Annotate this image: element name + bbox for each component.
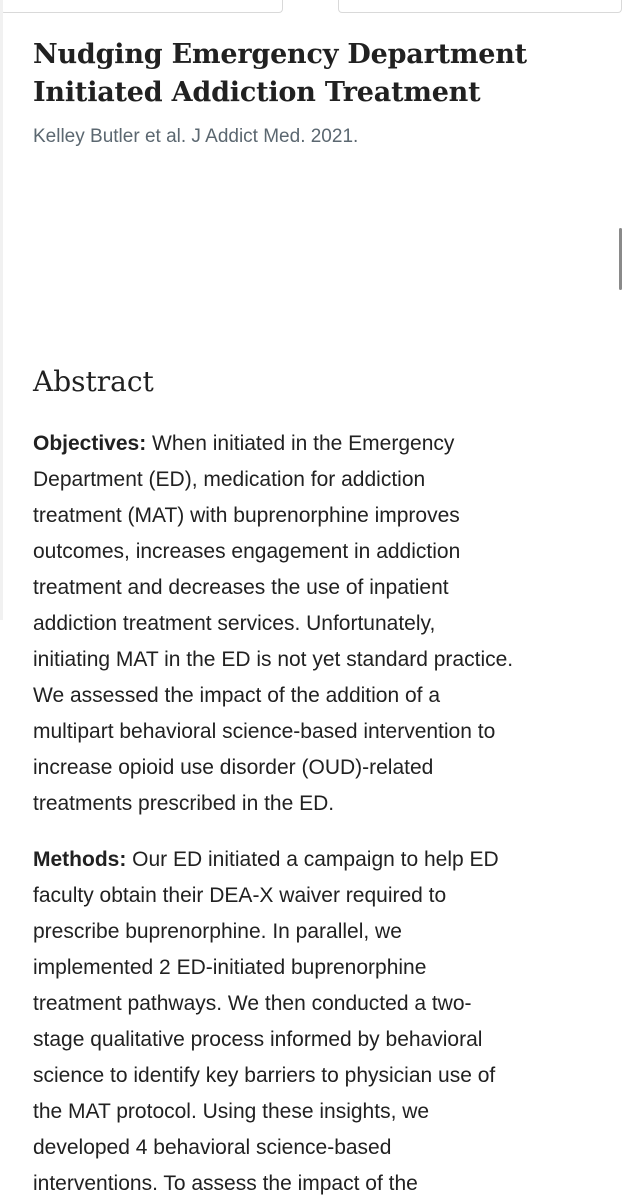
- article-citation: Kelley Butler et al. J Addict Med. 2021.: [33, 126, 359, 147]
- methods-label: Methods:: [33, 848, 127, 871]
- methods-line: implemented 2 ED-initiated buprenorphine: [33, 956, 427, 979]
- abstract-objectives: [33, 426, 599, 822]
- methods-line: [33, 842, 599, 878]
- page-left-edge: [0, 0, 3, 620]
- article-title-line: Initiated Addiction Treatment: [33, 77, 481, 108]
- objectives-line: addiction treatment services. Unfortunately,: [33, 612, 436, 635]
- objectives-line: treatment (MAT) with buprenorphine improves: [33, 504, 460, 527]
- methods-line: interventions. To assess the impact of the: [33, 1172, 418, 1195]
- objectives-text: When initiated in the Emergency: [146, 432, 455, 455]
- abstract-heading: Abstract: [33, 365, 154, 398]
- objectives-line: We assessed the impact of the addition of a: [33, 684, 441, 707]
- article-content: [33, 36, 599, 1195]
- browser-top-edge: [0, 0, 624, 14]
- methods-text: Our ED initiated a campaign to help ED: [126, 848, 499, 871]
- methods-line: the MAT protocol. Using these insights, we: [33, 1100, 430, 1123]
- objectives-line: outcomes, increases engagement in addiction: [33, 540, 461, 563]
- objectives-line: increase opioid use disorder (OUD)-related: [33, 756, 434, 779]
- objectives-line: multipart behavioral science-based intervention to: [33, 720, 496, 743]
- methods-line: treatment pathways. We then conducted a two-: [33, 992, 472, 1015]
- methods-line: prescribe buprenorphine. In parallel, we: [33, 920, 402, 943]
- tab-edge-left: [0, 0, 283, 13]
- objectives-label: Objectives:: [33, 432, 147, 455]
- objectives-line: initiating MAT in the ED is not yet standard practice.: [33, 648, 514, 671]
- article-title-line: Nudging Emergency Department: [33, 39, 527, 70]
- tab-edge-right: [338, 0, 622, 13]
- methods-line: stage qualitative process informed by behavioral: [33, 1028, 483, 1051]
- objectives-line: Department (ED), medication for addiction: [33, 468, 426, 491]
- objectives-line: treatments prescribed in the ED.: [33, 792, 335, 815]
- methods-line: faculty obtain their DEA-X waiver required to: [33, 884, 447, 907]
- methods-line: developed 4 behavioral science-based: [33, 1136, 392, 1159]
- objectives-line: [33, 426, 599, 462]
- abstract-methods: [33, 842, 599, 1200]
- scrollbar-thumb[interactable]: [619, 228, 622, 290]
- article-title: [33, 36, 599, 112]
- methods-line: science to identify key barriers to physician use of: [33, 1064, 496, 1087]
- objectives-line: treatment and decreases the use of inpatient: [33, 576, 449, 599]
